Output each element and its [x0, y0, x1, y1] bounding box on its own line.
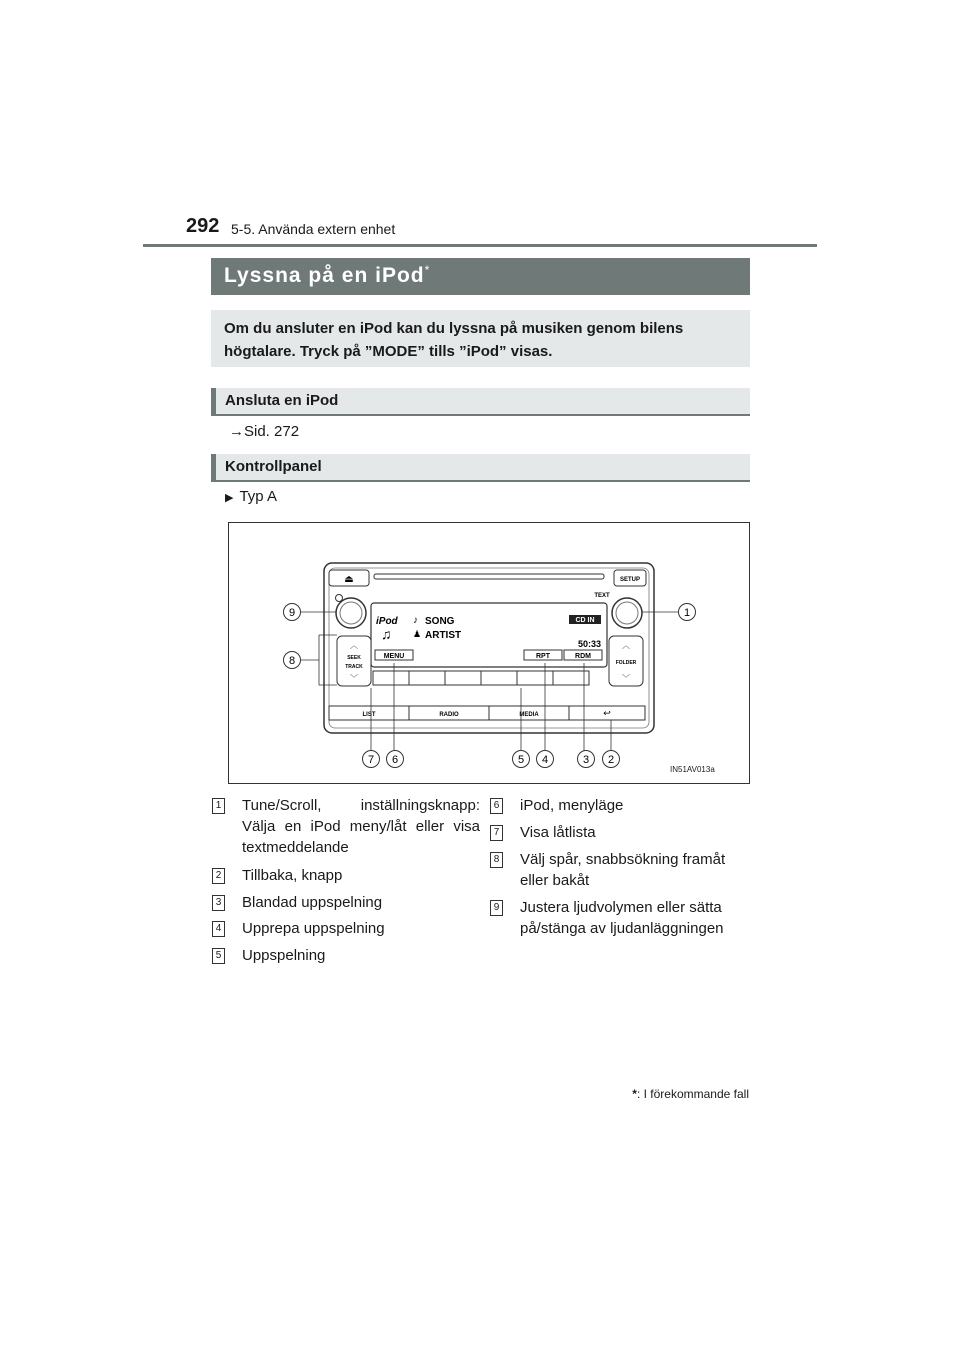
callout-desc-3-number: 3: [212, 895, 225, 911]
callout-desc-4-text: Upprepa uppspelning: [242, 920, 385, 937]
track-label: TRACK: [345, 664, 363, 670]
setup-label: SETUP: [619, 577, 641, 583]
radio-label: RADIO: [439, 712, 459, 718]
callout-desc-2-number: 2: [212, 868, 225, 884]
callout-2: 2: [607, 754, 615, 766]
audio-unit-illustration: [229, 523, 749, 783]
page-number: 292: [186, 215, 220, 237]
footnote: [632, 1087, 749, 1101]
list-label: LIST: [362, 712, 376, 718]
display-source: iPod: [376, 616, 398, 627]
callout-9: 9: [288, 607, 296, 619]
preset-button-2: [409, 671, 445, 685]
section-path: 5-5. Använda extern enhet: [231, 221, 396, 237]
callout-desc-9-text: Justera ljudvolymen eller sätta på/stänga av ljudanläggningen: [520, 899, 724, 937]
artist-icon: ♟: [413, 629, 422, 639]
display-artist: ARTIST: [425, 630, 462, 641]
cd-slot: [374, 574, 604, 579]
callout-desc-6-number: 6: [490, 798, 503, 814]
callout-desc-2-text: Tillbaka, knapp: [242, 867, 343, 884]
figure-id: IN51AV013a: [670, 765, 715, 774]
folder-down-arrow-icon: ﹀: [622, 674, 630, 683]
callout-desc-4-number: 4: [212, 921, 225, 937]
preset-button-4: [481, 671, 517, 685]
callout-6: 6: [391, 754, 399, 766]
callout-desc-3-text: Blandad uppspelning: [242, 894, 383, 911]
seek-label: SEEK: [347, 655, 361, 661]
seek-down-arrow-icon: ﹀: [350, 674, 358, 683]
folder-label: FOLDER: [615, 660, 637, 666]
callout-desc-8-number: 8: [490, 852, 503, 868]
music-icon: ♫: [381, 626, 392, 642]
type-label: [225, 488, 277, 505]
callout-desc-1-number: 1: [212, 798, 225, 814]
page-title: [224, 263, 430, 288]
preset-button-1: [373, 671, 409, 685]
note-icon: ♪: [413, 615, 418, 626]
rpt-label: RPT: [536, 653, 550, 660]
subheading-panel: [211, 454, 750, 482]
subheading-panel-label: Kontrollpanel: [225, 458, 322, 475]
subheading-connect: [211, 388, 750, 416]
callout-desc-6-text: iPod, menyläge: [520, 797, 624, 814]
media-label: MEDIA: [519, 712, 539, 718]
title-marker: *: [424, 263, 431, 277]
callout-4: 4: [541, 754, 549, 766]
eject-icon: ⏏: [344, 574, 354, 585]
preset-button-3: [445, 671, 481, 685]
preset-button-5: [517, 671, 553, 685]
seek-up-arrow-icon: ︿: [350, 641, 358, 650]
callout-desc-8-text: Välj spår, snabbsökning framåt eller bakåt: [520, 851, 726, 889]
callout-3: 3: [582, 754, 590, 766]
page-reference: →Sid. 272: [229, 423, 300, 440]
folder-up-arrow-icon: ︿: [622, 641, 630, 650]
callout-desc-5-number: 5: [212, 948, 225, 964]
callout-desc-7-text: Visa låtlista: [520, 824, 596, 841]
callout-7: 7: [367, 754, 375, 766]
preset-button-row: [373, 671, 589, 685]
intro-text: Om du ansluter en iPod kan du lyssna på musiken genom bilens högtalare. Tryck på ”MODE” tills ”iPod” visas.: [224, 320, 684, 360]
callout-desc-5-text: Uppspelning: [242, 947, 326, 964]
subheading-connect-label: Ansluta en iPod: [225, 392, 339, 409]
callout-desc-7-number: 7: [490, 825, 503, 841]
preset-button-6: [553, 671, 589, 685]
footnote-text: : I förekommande fall: [636, 1087, 749, 1101]
back-arrow-icon: ↩: [603, 708, 611, 718]
callout-8: 8: [288, 655, 296, 667]
callout-desc-9-number: 9: [490, 900, 503, 916]
display-song: SONG: [425, 616, 455, 627]
header-rule: [143, 244, 817, 247]
title-bar: [211, 258, 750, 295]
callout-desc-1-text: Tune/Scroll, inställningsknapp: Välja en iPod meny/låt eller visa textmeddelande: [242, 797, 480, 856]
triangle-bullet-icon: ▶: [225, 492, 234, 504]
callout-1: 1: [683, 607, 691, 619]
footnote-star: *: [632, 1087, 637, 1101]
display-time: 50:33: [577, 639, 601, 649]
control-panel-figure: [228, 522, 750, 784]
cd-in-label: CD IN: [575, 617, 595, 624]
menu-label: MENU: [383, 653, 405, 660]
callout-5: 5: [517, 754, 525, 766]
rdm-label: RDM: [575, 653, 591, 660]
intro-box: [211, 310, 750, 367]
type-label-text: Typ A: [239, 488, 277, 505]
text-label: TEXT: [594, 593, 610, 599]
page-title-text: Lyssna på en iPod: [224, 264, 425, 287]
